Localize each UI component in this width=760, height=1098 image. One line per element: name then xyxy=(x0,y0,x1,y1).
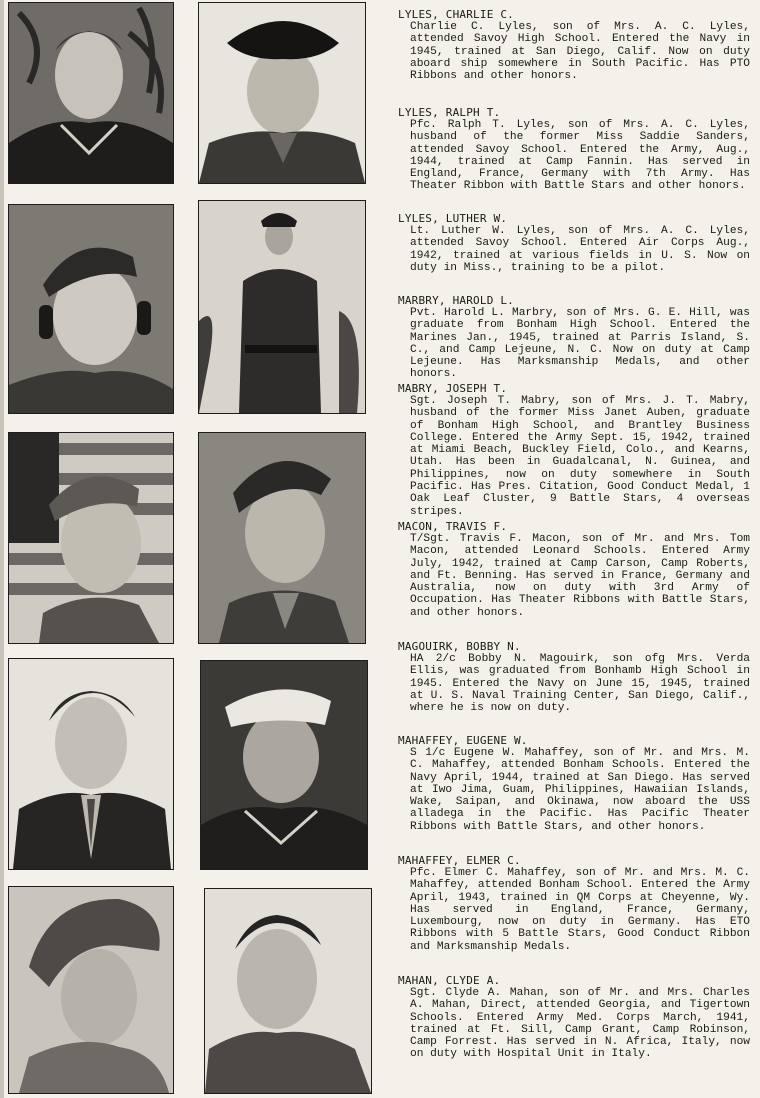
entry-name: LYLES, RALPH T. xyxy=(398,106,501,119)
entry-name: MABRY, JOSEPH T. xyxy=(398,382,508,395)
entry-name: MAGOUIRK, BOBBY N. xyxy=(398,640,521,653)
entry-name: MAHAFFEY, EUGENE W. xyxy=(398,734,528,747)
entry-name: MARBRY, HAROLD L. xyxy=(398,294,514,307)
portrait-photo-sailor xyxy=(8,2,174,184)
entry-mahaffey-eugene xyxy=(398,734,750,833)
portrait-photo-soldier-flag xyxy=(8,432,174,644)
entry-bio: Pfc. Ralph T. Lyles, son of Mrs. A. C. Lyles, husband of the former Miss Saddie Sanders, attended Savoy School. Entered the Army, Aug., 1944, trained at Camp Fannin. Has served in England, France, Germany with 7th Army. Has Theater Ribbon with Battle Stars and other honors. xyxy=(410,119,750,193)
entry-bio: HA 2/c Bobby N. Magouirk, son ofg Mrs. Verda Ellis, was graduated from Bonhamb High School in 1945. Entered the Navy on June 15, 1945, trained at U. S. Naval Training Center, San Diego, Calif., where he is now on duty. xyxy=(410,653,750,715)
portrait-photo-soldier-garrison-cap xyxy=(198,432,366,644)
portrait-photo-soldier-cap xyxy=(198,2,366,184)
entry-mahan-clyde xyxy=(398,974,750,1061)
portrait-photo-young-man-suit xyxy=(8,658,174,870)
entry-name: LYLES, LUTHER W. xyxy=(398,212,508,225)
entry-magouirk-bobby xyxy=(398,640,750,714)
entry-bio: T/Sgt. Travis F. Macon, son of Mr. and Mrs. Tom Macon, attended Leonard Schools. Entered Army July, 1942, trained at Camp Carson, Camp Roberts, and Ft. Benning. Has served in France, Germany and Australia, now on duty with 3rd Army of Occupation. Has Theater Ribbons with Battle Stars, and other honors. xyxy=(410,533,750,619)
entry-name: LYLES, CHARLIE C. xyxy=(398,8,514,21)
entry-macon-travis xyxy=(398,520,750,619)
entry-lyles-luther xyxy=(398,212,750,274)
entry-marbry-harold xyxy=(398,294,750,381)
entry-mabry-joseph xyxy=(398,382,750,518)
entry-name: MACON, TRAVIS F. xyxy=(398,520,508,533)
page-edge xyxy=(0,0,4,1098)
portrait-photo-soldier-helmet xyxy=(8,886,174,1094)
entry-name: MAHAFFEY, ELMER C. xyxy=(398,854,521,867)
entry-lyles-charlie xyxy=(398,8,750,82)
entry-bio: S 1/c Eugene W. Mahaffey, son of Mr. and Mrs. M. C. Mahaffey, attended Bonham Schools. Entered the Navy April, 1944, trained at San Diego. Has served at Iwo Jima, Guam, Philippines, Hawaiian Islands, Wake, Saipan, and Okinawa, now aboard the USS alladega in the Pacific. Has Pacific Theater Ribbons with Battle Stars, and other honors. xyxy=(410,747,750,833)
entry-bio: Sgt. Joseph T. Mabry, son of Mrs. J. T. Mabry, husband of the former Miss Janet Auben, graduate of Bonham High School, and Brantley Business College. Entered the Army Sept. 15, 1942, trained at Miami Beach, Buckley Field, Colo., and Kearns, Utah. Has been in Guadalcanal, N. Guinea, and Philippines, now on duty somewhere in South Pacific. Has Pres. Citation, Good Conduct Medal, 1 Oak Leaf Cluster, 9 Battle Stars, 4 overseas stripes. xyxy=(410,395,750,518)
entry-name: MAHAN, CLYDE A. xyxy=(398,974,501,987)
portrait-photo-pilot-headset xyxy=(8,204,174,414)
portrait-photo-smiling-man xyxy=(204,888,372,1094)
entry-mahaffey-elmer xyxy=(398,854,750,953)
entry-bio: Sgt. Clyde A. Mahan, son of Mr. and Mrs. Charles A. Mahan, Direct, attended Georgia, and Tigertown Schools. Entered Army Med. Corps March, 1941, trained at Ft. Sill, Camp Grant, Camp Robinson, Camp Forrest. Has served in N. Africa, Italy, now on duty with Hospital Unit in Italy. xyxy=(410,987,750,1061)
portrait-photo-soldier-standing xyxy=(198,200,366,414)
entry-bio: Pfc. Elmer C. Mahaffey, son of Mr. and Mrs. M. C. Mahaffey, attended Bonham School. Entered the Army April, 1943, trained in QM Corps at Cheyenne, Wy. Has served in England, France, Germany, Luxembourg, now on duty in Germany. Has ETO Ribbons with 5 Battle Stars, Good Conduct Ribbon and Marksmanship Medals. xyxy=(410,867,750,953)
entry-bio: Pvt. Harold L. Marbry, son of Mrs. G. E. Hill, was graduate from Bonham High School. Entered the Marines Jan., 1945, trained at Parris Island, S. C., and Camp Lejeune, N. C. Now on duty at Camp Lejeune. Has Marksmanship Medals, and other honors. xyxy=(410,307,750,381)
portrait-photo-sailor-white-cap xyxy=(200,660,368,870)
entry-bio: Charlie C. Lyles, son of Mrs. A. C. Lyles, attended Savoy High School. Entered the Navy in 1945, trained at San Diego, Calif. Now on duty aboard ship somewhere in South Pacific. Has PTO Ribbons and other honors. xyxy=(410,21,750,83)
entry-bio: Lt. Luther W. Lyles, son of Mrs. A. C. Lyles, attended Savoy School. Entered Air Corps Aug., 1942, trained at various fields in U. S. Now on duty in Miss., training to be a pilot. xyxy=(410,225,750,274)
entry-lyles-ralph xyxy=(398,106,750,193)
